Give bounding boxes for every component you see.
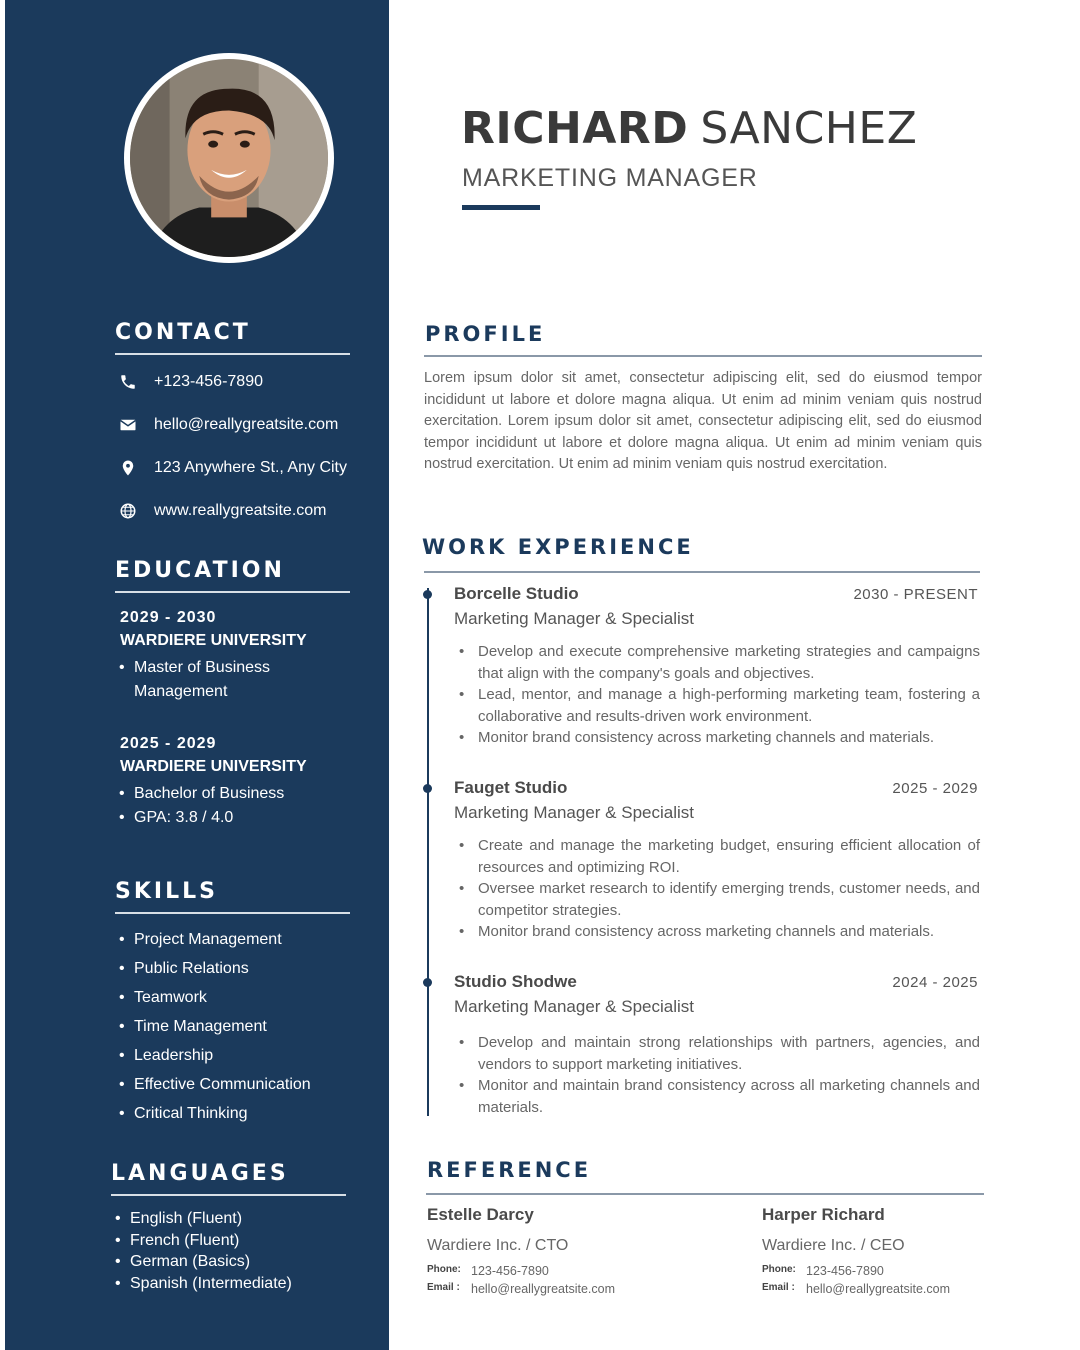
- contact-address-text: 123 Anywhere St., Any City: [154, 458, 347, 476]
- reference-org: Wardiere Inc. / CTO: [427, 1237, 569, 1254]
- education-section: [115, 558, 350, 830]
- education-years: 2025 - 2029: [120, 735, 217, 752]
- reference-email[interactable]: hello@reallygreatsite.com: [471, 1282, 616, 1296]
- job-company: Borcelle Studio: [454, 584, 579, 603]
- reference-name: Harper Richard: [762, 1205, 885, 1224]
- reference-phone[interactable]: 123-456-7890: [806, 1264, 884, 1278]
- contact-website-text: www.reallygreatsite.com: [154, 501, 327, 519]
- reference-card: [427, 1205, 727, 1296]
- job-company: Fauget Studio: [454, 778, 568, 797]
- education-heading: EDUCATION: [115, 558, 350, 593]
- education-detail: • GPA: 3.8 / 4.0: [115, 806, 350, 830]
- job-bullet: • Lead, mentor, and manage a high-performing marketing team, fostering a collaborative and results-driven work environment.: [454, 684, 980, 727]
- skills-section: [115, 879, 350, 1128]
- education-entry: [115, 735, 350, 830]
- reference-heading: REFERENCE: [427, 1158, 592, 1182]
- job-role: Marketing Manager & Specialist: [454, 609, 695, 628]
- timeline-dot: [423, 978, 432, 987]
- language-item: • English (Fluent): [111, 1208, 346, 1230]
- timeline-dot: [423, 590, 432, 599]
- reference-phone-label: Phone:: [427, 1264, 461, 1275]
- reference-org: Wardiere Inc. / CEO: [762, 1237, 905, 1254]
- contact-website[interactable]: [115, 489, 350, 532]
- candidate-name: [461, 103, 917, 154]
- reference-card: [762, 1205, 1062, 1296]
- reference-email-label: Email :: [762, 1282, 795, 1293]
- work-heading: WORK EXPERIENCE: [422, 535, 694, 559]
- languages-section: [111, 1161, 346, 1294]
- job-entry: [454, 972, 980, 1118]
- education-detail: • Master of Business Management: [115, 656, 350, 704]
- language-item: • French (Fluent): [111, 1230, 346, 1252]
- job-title: MARKETING MANAGER: [462, 164, 758, 192]
- reference-email[interactable]: hello@reallygreatsite.com: [806, 1282, 951, 1296]
- title-underline: [462, 205, 540, 210]
- first-name: RICHARD: [461, 103, 689, 154]
- contact-section: [115, 320, 350, 532]
- job-role: Marketing Manager & Specialist: [454, 803, 695, 822]
- location-icon: [119, 459, 137, 477]
- language-item: • Spanish (Intermediate): [111, 1273, 346, 1295]
- job-company: Studio Shodwe: [454, 972, 577, 991]
- job-role: Marketing Manager & Specialist: [454, 997, 695, 1016]
- language-item: • German (Basics): [111, 1251, 346, 1273]
- profile-text: Lorem ipsum dolor sit amet, consectetur adipiscing elit, sed do eiusmod tempor incididunt ut labore et dolore magna aliqua. Ut enim ad minim veniam quis nostrud exercitation. Lorem ipsum dolor sit amet, consectetur adipiscing elit, sed do eiusmod tempor incididunt ut labore et dolore magna aliqua. Ut enim ad minim veniam quis nostrud exercitation. Ut enim ad minim veniam quis nostrud exercitation.: [424, 370, 982, 473]
- contact-email[interactable]: [115, 403, 350, 446]
- reference-email-label: Email :: [427, 1282, 460, 1293]
- job-bullet: • Oversee market research to identify emerging trends, customer needs, and competitor strategies.: [454, 878, 980, 921]
- avatar-portrait: [130, 59, 328, 257]
- education-school: WARDIERE UNIVERSITY: [120, 632, 307, 649]
- profile-divider: [424, 355, 982, 357]
- job-entry: [454, 778, 980, 943]
- skill-item: • Critical Thinking: [115, 1099, 350, 1128]
- job-dates: 2024 - 2025: [892, 974, 978, 991]
- reference-phone-label: Phone:: [762, 1264, 796, 1275]
- job-bullet: • Monitor brand consistency across marketing channels and materials.: [454, 921, 980, 943]
- skill-item: • Time Management: [115, 1012, 350, 1041]
- job-entry: [454, 584, 980, 749]
- skill-item: • Leadership: [115, 1041, 350, 1070]
- job-bullet: • Monitor and maintain brand consistency across all marketing channels and materials.: [454, 1075, 980, 1118]
- contact-phone-text: +123-456-7890: [154, 372, 263, 390]
- globe-icon: [119, 502, 137, 520]
- job-bullet: • Monitor brand consistency across marketing channels and materials.: [454, 727, 980, 749]
- education-entry: [115, 609, 350, 704]
- reference-divider: [426, 1193, 984, 1195]
- education-detail: • Bachelor of Business: [115, 782, 350, 806]
- email-icon: [119, 416, 137, 434]
- education-school: WARDIERE UNIVERSITY: [120, 758, 307, 775]
- skill-item: • Effective Communication: [115, 1070, 350, 1099]
- job-bullet: • Develop and maintain strong relationships with partners, agencies, and vendors to support marketing initiatives.: [454, 1032, 980, 1075]
- job-dates: 2030 - PRESENT: [853, 586, 978, 603]
- contact-email-text: hello@reallygreatsite.com: [154, 415, 339, 433]
- skills-heading: SKILLS: [115, 879, 350, 914]
- languages-heading: LANGUAGES: [111, 1161, 346, 1196]
- job-bullet: • Create and manage the marketing budget, ensuring efficient allocation of resources and optimizing ROI.: [454, 835, 980, 878]
- skill-item: • Teamwork: [115, 983, 350, 1012]
- contact-heading: CONTACT: [115, 320, 350, 355]
- job-dates: 2025 - 2029: [892, 780, 978, 797]
- profile-photo: [124, 53, 334, 263]
- work-divider: [424, 571, 980, 573]
- reference-phone[interactable]: 123-456-7890: [471, 1264, 549, 1278]
- main-content: [389, 0, 1080, 1350]
- profile-heading: PROFILE: [425, 322, 546, 346]
- timeline-line: [427, 588, 429, 1116]
- phone-icon: [119, 373, 137, 391]
- timeline-dot: [423, 784, 432, 793]
- contact-phone[interactable]: [115, 360, 350, 403]
- contact-address: [115, 446, 350, 489]
- last-name: SANCHEZ: [700, 103, 918, 154]
- education-years: 2029 - 2030: [120, 609, 217, 626]
- sidebar: [5, 0, 389, 1350]
- job-bullet: • Develop and execute comprehensive marketing strategies and campaigns that align with the company's goals and objectives.: [454, 641, 980, 684]
- skill-item: • Project Management: [115, 925, 350, 954]
- skill-item: • Public Relations: [115, 954, 350, 983]
- reference-name: Estelle Darcy: [427, 1205, 534, 1224]
